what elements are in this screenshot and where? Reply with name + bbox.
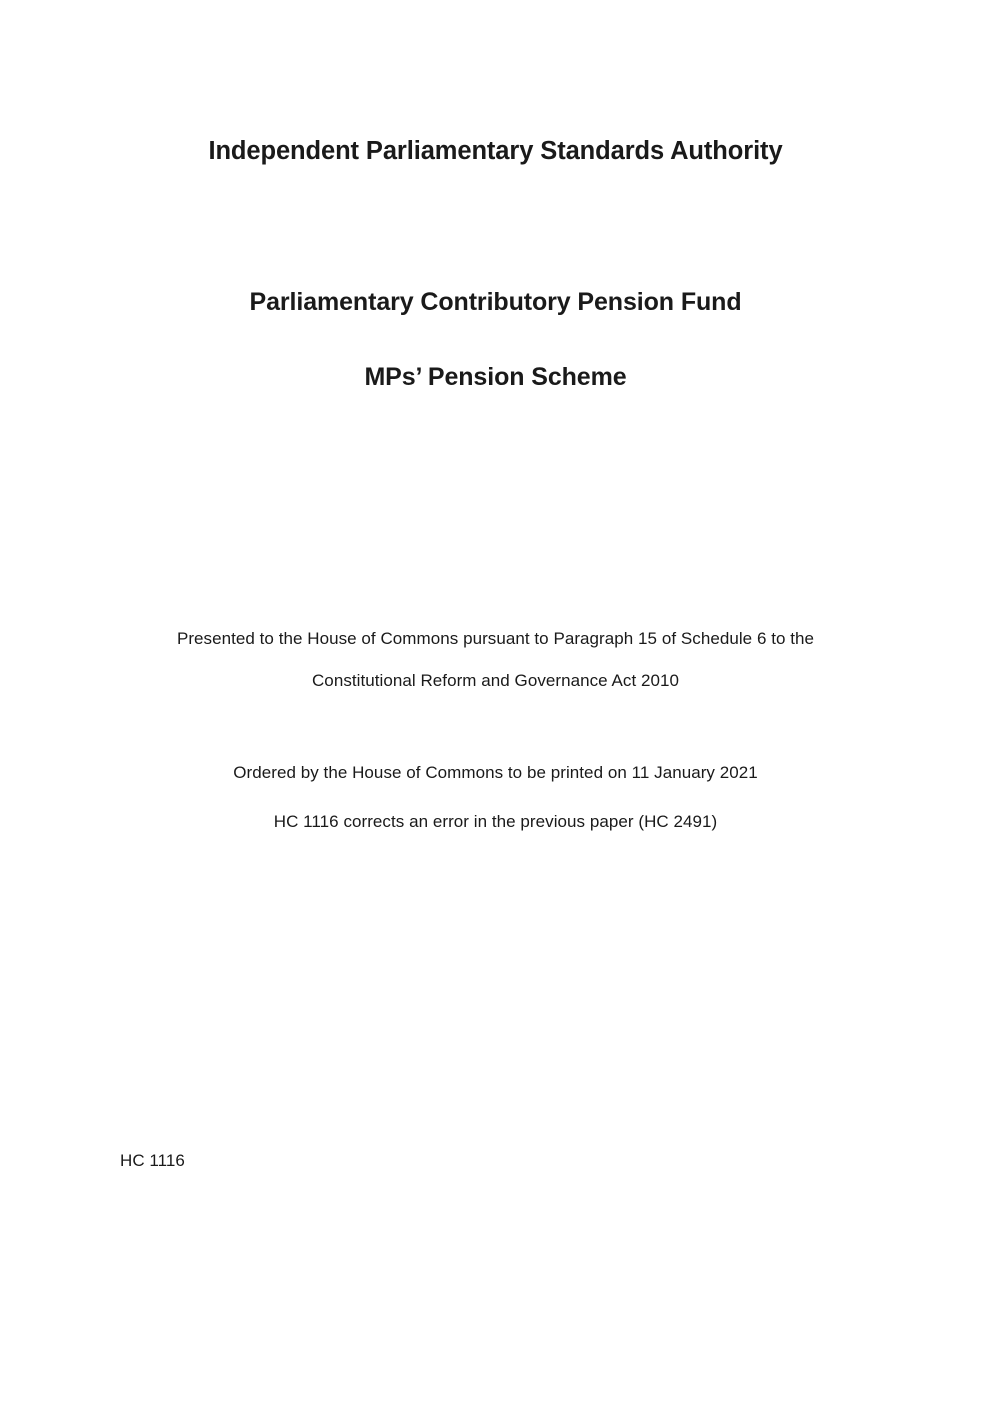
paper-reference: HC 1116 <box>120 1151 185 1170</box>
document-title: Parliamentary Contributory Pension Fund <box>249 287 742 316</box>
presentation-note-line-2: Constitutional Reform and Governance Act 2010 <box>311 671 680 690</box>
presentation-note <box>0 618 991 702</box>
presentation-note-line-1: Presented to the House of Commons pursuant to Paragraph 15 of Schedule 6 to the <box>176 629 815 648</box>
ordering-note-line-2: HC 1116 corrects an error in the previous paper (HC 2491) <box>273 811 718 831</box>
organisation-title: Independent Parliamentary Standards Authority <box>208 137 783 166</box>
document-subtitle: MPs’ Pension Scheme <box>364 363 627 391</box>
ordering-note-line-1: Ordered by the House of Commons to be printed on 11 January 2021 <box>233 763 758 782</box>
ordering-note <box>0 762 991 834</box>
